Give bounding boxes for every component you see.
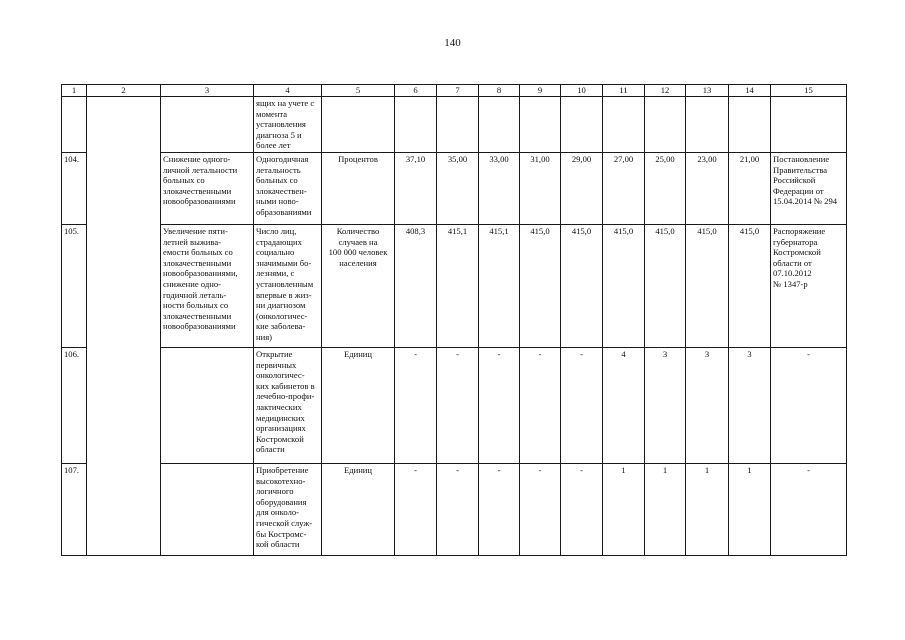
table-row xyxy=(62,348,847,464)
unit-cell xyxy=(322,464,395,556)
value-cell: 1 xyxy=(729,464,771,556)
empty-cell xyxy=(395,97,437,153)
indicator-cell-line: области xyxy=(256,444,285,455)
table-row xyxy=(62,153,847,225)
indicator-cell-line: лечебно-профи- xyxy=(256,391,315,402)
indicator-cell-line: установления xyxy=(256,119,306,130)
header-cell: 15 xyxy=(771,85,847,97)
value-cell: - xyxy=(437,464,479,556)
basis-cell xyxy=(771,153,847,225)
table-body xyxy=(62,85,847,556)
goal-cell-line: новообразованиями, xyxy=(163,268,238,279)
indicator-cell xyxy=(254,464,322,556)
data-table xyxy=(61,84,847,556)
value-cell: 415,0 xyxy=(520,225,561,348)
value-cell: 23,00 xyxy=(686,153,729,225)
basis-cell-line: Костромской xyxy=(773,247,821,258)
value-cell: 35,00 xyxy=(437,153,479,225)
empty-cell xyxy=(520,97,561,153)
basis-cell-line: Федерации от xyxy=(773,185,824,196)
unit-cell-line: Единиц xyxy=(343,349,373,359)
unit-cell xyxy=(322,348,395,464)
indicator-cell-line: ния) xyxy=(256,331,273,342)
indicator-cell-line: логичного xyxy=(256,486,294,497)
basis-cell-line: губернатора xyxy=(773,236,818,247)
goal-cell-line: емости больных со xyxy=(163,247,233,258)
header-cell: 7 xyxy=(437,85,479,97)
basis-cell-line: - xyxy=(807,465,810,475)
value-cell: 415,1 xyxy=(479,225,520,348)
goal-cell-line: годичной леталь- xyxy=(163,289,227,300)
indicator-cell-line: Приобретение xyxy=(256,465,309,475)
indicator-cell-line: более лет xyxy=(256,140,291,151)
header-cell: 11 xyxy=(603,85,645,97)
goal-cell-line: новообразованиями xyxy=(163,321,236,332)
indicator-cell-line: медицинских xyxy=(256,412,305,423)
basis-cell-line: № 1347-р xyxy=(773,278,808,289)
empty-cell xyxy=(322,97,395,153)
page-number: 140 xyxy=(444,37,461,49)
value-cell: 31,00 xyxy=(520,153,561,225)
indicator-cell-line: Число лиц, xyxy=(256,226,297,236)
header-cell: 3 xyxy=(161,85,254,97)
indicator-cell-line: Открытие xyxy=(256,349,293,359)
goal-cell-line: злокачественными xyxy=(163,257,232,268)
row-number: 104. xyxy=(62,153,87,225)
header-row xyxy=(62,85,847,97)
value-cell: - xyxy=(520,464,561,556)
indicator-cell-line: ких кабинетов в xyxy=(256,380,315,391)
indicator-cell-line: лактических xyxy=(256,401,302,412)
indicator-cell xyxy=(254,97,322,153)
empty-cell xyxy=(686,97,729,153)
indicator-cell-line: организациях xyxy=(256,423,306,434)
basis-cell-line: - xyxy=(807,349,810,359)
unit-cell xyxy=(322,153,395,225)
value-cell: - xyxy=(479,464,520,556)
basis-cell-line: Постановление xyxy=(773,154,830,164)
empty-cell xyxy=(771,97,847,153)
value-cell: 37,10 xyxy=(395,153,437,225)
indicator-cell-line: высокотехно- xyxy=(256,475,306,486)
basis-cell-line: 07.10.2012 xyxy=(773,268,812,279)
indicator-cell-line: ни диагнозом xyxy=(256,300,306,311)
empty-cell xyxy=(561,97,603,153)
basis-cell-line: Распоряжение xyxy=(773,226,826,236)
value-cell: 415,0 xyxy=(686,225,729,348)
goal-cell-line: Снижение одного- xyxy=(163,154,231,164)
goal-cell-line: летней выжива- xyxy=(163,236,222,247)
basis-cell-line: Правительства xyxy=(773,164,828,175)
value-cell: 25,00 xyxy=(645,153,686,225)
basis-cell-line: области от xyxy=(773,257,812,268)
goal-cell-line: злокачественными xyxy=(163,185,232,196)
goal-cell-line: снижение одно- xyxy=(163,278,221,289)
indicator-cell-line: лезнями, с xyxy=(256,268,295,279)
indicator-cell xyxy=(254,153,322,225)
value-cell: - xyxy=(561,348,603,464)
header-cell: 12 xyxy=(645,85,686,97)
indicator-cell-line: Костромской xyxy=(256,433,304,444)
indicator-cell-line: для онколо- xyxy=(256,507,300,518)
row-number: 106. xyxy=(62,348,87,464)
value-cell: 415,0 xyxy=(603,225,645,348)
value-cell: 415,0 xyxy=(729,225,771,348)
indicator-cell xyxy=(254,225,322,348)
header-cell: 14 xyxy=(729,85,771,97)
row-number: 107. xyxy=(62,464,87,556)
empty-cell xyxy=(645,97,686,153)
header-cell: 10 xyxy=(561,85,603,97)
indicator-cell xyxy=(254,348,322,464)
indicator-cell-line: установленным xyxy=(256,278,314,289)
goal-cell-line: ности больных со xyxy=(163,300,229,311)
indicator-cell-line: образованиями xyxy=(256,206,312,217)
header-cell: 2 xyxy=(87,85,161,97)
goal-cell-line: злокачественными xyxy=(163,310,232,321)
value-cell: 415,1 xyxy=(437,225,479,348)
value-cell: 21,00 xyxy=(729,153,771,225)
value-cell: - xyxy=(395,348,437,464)
indicator-cell-line: диагноза 5 и xyxy=(256,129,302,140)
unit-cell xyxy=(322,225,395,348)
header-cell: 9 xyxy=(520,85,561,97)
goal-cell xyxy=(161,153,254,225)
value-cell: 29,00 xyxy=(561,153,603,225)
indicator-cell-line: онкологичес- xyxy=(256,370,305,381)
indicator-cell-line: момента xyxy=(256,108,288,119)
goal-cell-line: новообразованиями xyxy=(163,196,236,207)
value-cell: 33,00 xyxy=(479,153,520,225)
indicator-cell-line: кие заболева- xyxy=(256,321,306,332)
value-cell: - xyxy=(561,464,603,556)
indicator-cell-line: летальность xyxy=(256,164,301,175)
empty-cell xyxy=(161,97,254,153)
unit-cell-line: Количество xyxy=(336,226,380,236)
empty-cell xyxy=(729,97,771,153)
indicator-cell-line: оборудования xyxy=(256,496,307,507)
goal-cell xyxy=(161,225,254,348)
basis-cell-line: 15.04.2014 № 294 xyxy=(773,196,838,207)
indicator-cell-line: кой области xyxy=(256,539,300,550)
empty-cell xyxy=(479,97,520,153)
value-cell: 415,0 xyxy=(561,225,603,348)
value-cell: 1 xyxy=(645,464,686,556)
value-cell: 1 xyxy=(686,464,729,556)
header-cell: 5 xyxy=(322,85,395,97)
empty-cell xyxy=(437,97,479,153)
indicator-cell-line: бы Костромс- xyxy=(256,528,307,539)
value-cell: 3 xyxy=(645,348,686,464)
unit-cell-line: населения xyxy=(339,257,377,268)
goal-cell-line: Увеличение пяти- xyxy=(163,226,228,236)
indicator-cell-line: злокачествен- xyxy=(256,185,307,196)
basis-cell xyxy=(771,464,847,556)
value-cell: 415,0 xyxy=(645,225,686,348)
indicator-cell-line: значимыми бо- xyxy=(256,257,312,268)
value-cell: 3 xyxy=(686,348,729,464)
value-cell: 408,3 xyxy=(395,225,437,348)
indicator-cell-line: (онкологичес- xyxy=(256,310,308,321)
value-cell: 4 xyxy=(603,348,645,464)
indicator-cell-line: впервые в жиз- xyxy=(256,289,312,300)
indicator-cell-line: Одногодичная xyxy=(256,154,309,164)
indicator-cell-line: ными ново- xyxy=(256,196,299,207)
header-cell: 1 xyxy=(62,85,87,97)
value-cell: 27,00 xyxy=(603,153,645,225)
indicator-cell-line: первичных xyxy=(256,359,297,370)
header-cell: 8 xyxy=(479,85,520,97)
unit-cell-line: случаев на xyxy=(338,236,378,247)
value-cell: - xyxy=(395,464,437,556)
header-cell: 4 xyxy=(254,85,322,97)
indicator-cell-line: ящих на учете с xyxy=(256,98,315,108)
indicator-cell-line: гической служ- xyxy=(256,517,313,528)
indicator-cell-line: социально xyxy=(256,247,295,258)
value-cell: - xyxy=(479,348,520,464)
unit-cell-line: Процентов xyxy=(338,154,378,164)
unit-cell-line: Единиц xyxy=(343,465,373,475)
table-row xyxy=(62,97,847,153)
indicator-cell-line: страдающих xyxy=(256,236,302,247)
goal-cell-line: больных со xyxy=(163,175,205,186)
goal-cell xyxy=(161,464,254,556)
header-cell: 6 xyxy=(395,85,437,97)
basis-cell-line: Российской xyxy=(773,175,816,186)
empty-cell xyxy=(62,97,87,153)
goal-cell xyxy=(161,348,254,464)
indicator-cell-line: больных со xyxy=(256,175,298,186)
table-row xyxy=(62,464,847,556)
value-cell: 1 xyxy=(603,464,645,556)
row-number: 105. xyxy=(62,225,87,348)
table-row xyxy=(62,225,847,348)
column-2-merged-cell xyxy=(87,97,161,556)
goal-cell-line: личной летальности xyxy=(163,164,238,175)
value-cell: - xyxy=(520,348,561,464)
basis-cell xyxy=(771,225,847,348)
value-cell: 3 xyxy=(729,348,771,464)
header-cell: 13 xyxy=(686,85,729,97)
unit-cell-line: 100 000 человек xyxy=(328,247,388,258)
basis-cell xyxy=(771,348,847,464)
empty-cell xyxy=(603,97,645,153)
value-cell: - xyxy=(437,348,479,464)
